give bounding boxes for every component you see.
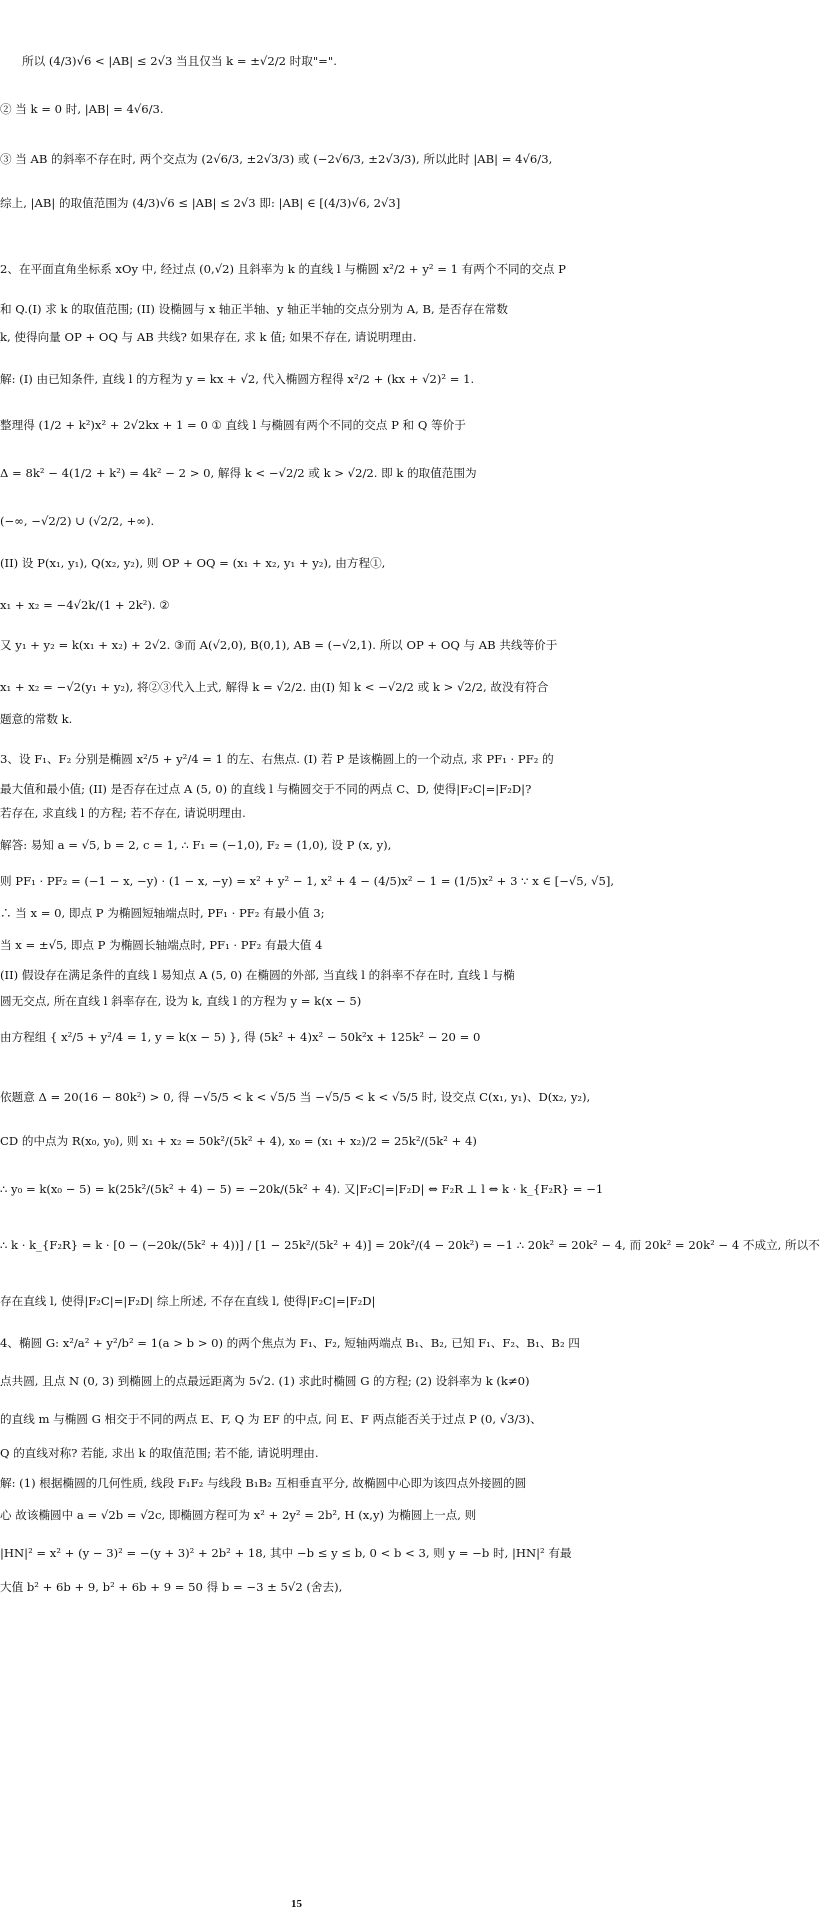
text-line: 3、设 F₁、F₂ 分别是椭圆 x²/5 + y²/4 = 1 的左、右焦点. (I) 若 P 是该椭圆上的一个动点, 求 PF₁ · PF₂ 的 bbox=[0, 752, 554, 766]
text-line: 解: (1) 根据椭圆的几何性质, 线段 F₁F₂ 与线段 B₁B₂ 互相垂直平分, 故椭圆中心即为该四点外接圆的圆 bbox=[0, 1476, 527, 1490]
text-line: (II) 设 P(x₁, y₁), Q(x₂, y₂), 则 OP + OQ = (x₁ + x₂, y₁ + y₂), 由方程①, bbox=[0, 556, 386, 570]
text-line: Q 的直线对称? 若能, 求出 k 的取值范围; 若不能, 请说明理由. bbox=[0, 1446, 319, 1460]
text-line: 解: (I) 由已知条件, 直线 l 的方程为 y = kx + √2, 代入椭圆方程得 x²/2 + (kx + √2)² = 1. bbox=[0, 372, 475, 386]
text-line: 综上, |AB| 的取值范围为 (4/3)√6 ≤ |AB| ≤ 2√3 即: |AB| ∈ [(4/3)√6, 2√3] bbox=[0, 196, 401, 210]
text-line: CD 的中点为 R(x₀, y₀), 则 x₁ + x₂ = 50k²/(5k² + 4), x₀ = (x₁ + x₂)/2 = 25k²/(5k² + 4) bbox=[0, 1134, 477, 1148]
text-line: ② 当 k = 0 时, |AB| = 4√6/3. bbox=[0, 102, 164, 116]
text-line: |HN|² = x² + (y − 3)² = −(y + 3)² + 2b² + 18, 其中 −b ≤ y ≤ b, 0 < b < 3, 则 y = −b 时, |HN|² 有最 bbox=[0, 1546, 572, 1560]
text-line: k, 使得向量 OP + OQ 与 AB 共线? 如果存在, 求 k 值; 如果不存在, 请说明理由. bbox=[0, 330, 417, 344]
text-line: 圆无交点, 所在直线 l 斜率存在, 设为 k, 直线 l 的方程为 y = k(x − 5) bbox=[0, 994, 362, 1008]
text-line: x₁ + x₂ = −√2(y₁ + y₂), 将②③代入上式, 解得 k = √2/2. 由(I) 知 k < −√2/2 或 k > √2/2, 故没有符合 bbox=[0, 680, 549, 694]
text-line: 点共圆, 且点 N (0, 3) 到椭圆上的点最远距离为 5√2. (1) 求此时椭圆 G 的方程; (2) 设斜率为 k (k≠0) bbox=[0, 1374, 530, 1388]
text-line: 存在直线 l, 使得|F₂C|=|F₂D| 综上所述, 不存在直线 l, 使得|F₂C|=|F₂D| bbox=[0, 1294, 376, 1308]
text-line: ③ 当 AB 的斜率不存在时, 两个交点为 (2√6/3, ±2√3/3) 或 (−2√6/3, ±2√3/3), 所以此时 |AB| = 4√6/3, bbox=[0, 152, 553, 166]
text-line: 题意的常数 k. bbox=[0, 712, 73, 726]
text-line: 由方程组 { x²/5 + y²/4 = 1, y = k(x − 5) }, 得 (5k² + 4)x² − 50k²x + 125k² − 20 = 0 bbox=[0, 1030, 481, 1044]
text-line: 则 PF₁ · PF₂ = (−1 − x, −y) · (1 − x, −y) = x² + y² − 1, x² + 4 − (4/5)x² − 1 = (1/5)x² + 3 ∵ x ∈ [−√5, √5], bbox=[0, 874, 615, 888]
text-line: 和 Q.(I) 求 k 的取值范围; (II) 设椭圆与 x 轴正半轴、y 轴正半轴的交点分别为 A, B, 是否存在常数 bbox=[0, 302, 508, 316]
text-line: 解答: 易知 a = √5, b = 2, c = 1, ∴ F₁ = (−1,0), F₂ = (1,0), 设 P (x, y), bbox=[0, 838, 392, 852]
text-line: 心 故该椭圆中 a = √2b = √2c, 即椭圆方程可为 x² + 2y² = 2b², H (x,y) 为椭圆上一点, 则 bbox=[0, 1508, 477, 1522]
text-line: 又 y₁ + y₂ = k(x₁ + x₂) + 2√2. ③而 A(√2,0), B(0,1), AB = (−√2,1). 所以 OP + OQ 与 AB 共线等价于 bbox=[0, 638, 558, 652]
text-line: 所以 (4/3)√6 < |AB| ≤ 2√3 当且仅当 k = ±√2/2 时取"=". bbox=[22, 54, 337, 68]
text-line: ∴ y₀ = k(x₀ − 5) = k(25k²/(5k² + 4) − 5) = −20k/(5k² + 4). 又|F₂C|=|F₂D| ⇔ F₂R ⊥ l ⇔ k · k_{F₂R} = −1 bbox=[0, 1182, 604, 1196]
text-line: ∴ 当 x = 0, 即点 P 为椭圆短轴端点时, PF₁ · PF₂ 有最小值 3; bbox=[0, 906, 325, 920]
text-line: (II) 假设存在满足条件的直线 l 易知点 A (5, 0) 在椭圆的外部, 当直线 l 的斜率不存在时, 直线 l 与椭 bbox=[0, 968, 515, 982]
text-line: 整理得 (1/2 + k²)x² + 2√2kx + 1 = 0 ① 直线 l 与椭圆有两个不同的交点 P 和 Q 等价于 bbox=[0, 418, 466, 432]
text-line: 最大值和最小值; (II) 是否存在过点 A (5, 0) 的直线 l 与椭圆交于不同的两点 C、D, 使得|F₂C|=|F₂D|? bbox=[0, 782, 532, 796]
text-line: ∴ k · k_{F₂R} = k · [0 − (−20k/(5k² + 4))] / [1 − 25k²/(5k² + 4)] = 20k²/(4 − 20k²) = −1 ∴ 20k² = 20k² − 4, 而 20k² = 20k² − 4 不成立, 所以不 bbox=[0, 1238, 820, 1252]
text-line: 依题意 Δ = 20(16 − 80k²) > 0, 得 −√5/5 < k < √5/5 当 −√5/5 < k < √5/5 时, 设交点 C(x₁, y₁)、D(x₂, y₂), bbox=[0, 1090, 591, 1104]
text-line: Δ = 8k² − 4(1/2 + k²) = 4k² − 2 > 0, 解得 k < −√2/2 或 k > √2/2. 即 k 的取值范围为 bbox=[0, 466, 477, 480]
text-line: 4、椭圆 G: x²/a² + y²/b² = 1(a > b > 0) 的两个焦点为 F₁、F₂, 短轴两端点 B₁、B₂, 已知 F₁、F₂、B₁、B₂ 四 bbox=[0, 1336, 580, 1350]
text-line: (−∞, −√2/2) ∪ (√2/2, +∞). bbox=[0, 514, 155, 528]
text-line: 若存在, 求直线 l 的方程; 若不存在, 请说明理由. bbox=[0, 806, 246, 820]
text-line: 当 x = ±√5, 即点 P 为椭圆长轴端点时, PF₁ · PF₂ 有最大值 4 bbox=[0, 938, 323, 952]
page-number: 15 bbox=[291, 1898, 302, 1910]
text-line: 2、在平面直角坐标系 xOy 中, 经过点 (0,√2) 且斜率为 k 的直线 l 与椭圆 x²/2 + y² = 1 有两个不同的交点 P bbox=[0, 262, 566, 276]
text-line: x₁ + x₂ = −4√2k/(1 + 2k²). ② bbox=[0, 598, 170, 612]
text-line: 大值 b² + 6b + 9, b² + 6b + 9 = 50 得 b = −3 ± 5√2 (舍去), bbox=[0, 1580, 343, 1594]
text-line: 的直线 m 与椭圆 G 相交于不同的两点 E、F, Q 为 EF 的中点, 问 E、F 两点能否关于过点 P (0, √3/3)、 bbox=[0, 1412, 542, 1426]
